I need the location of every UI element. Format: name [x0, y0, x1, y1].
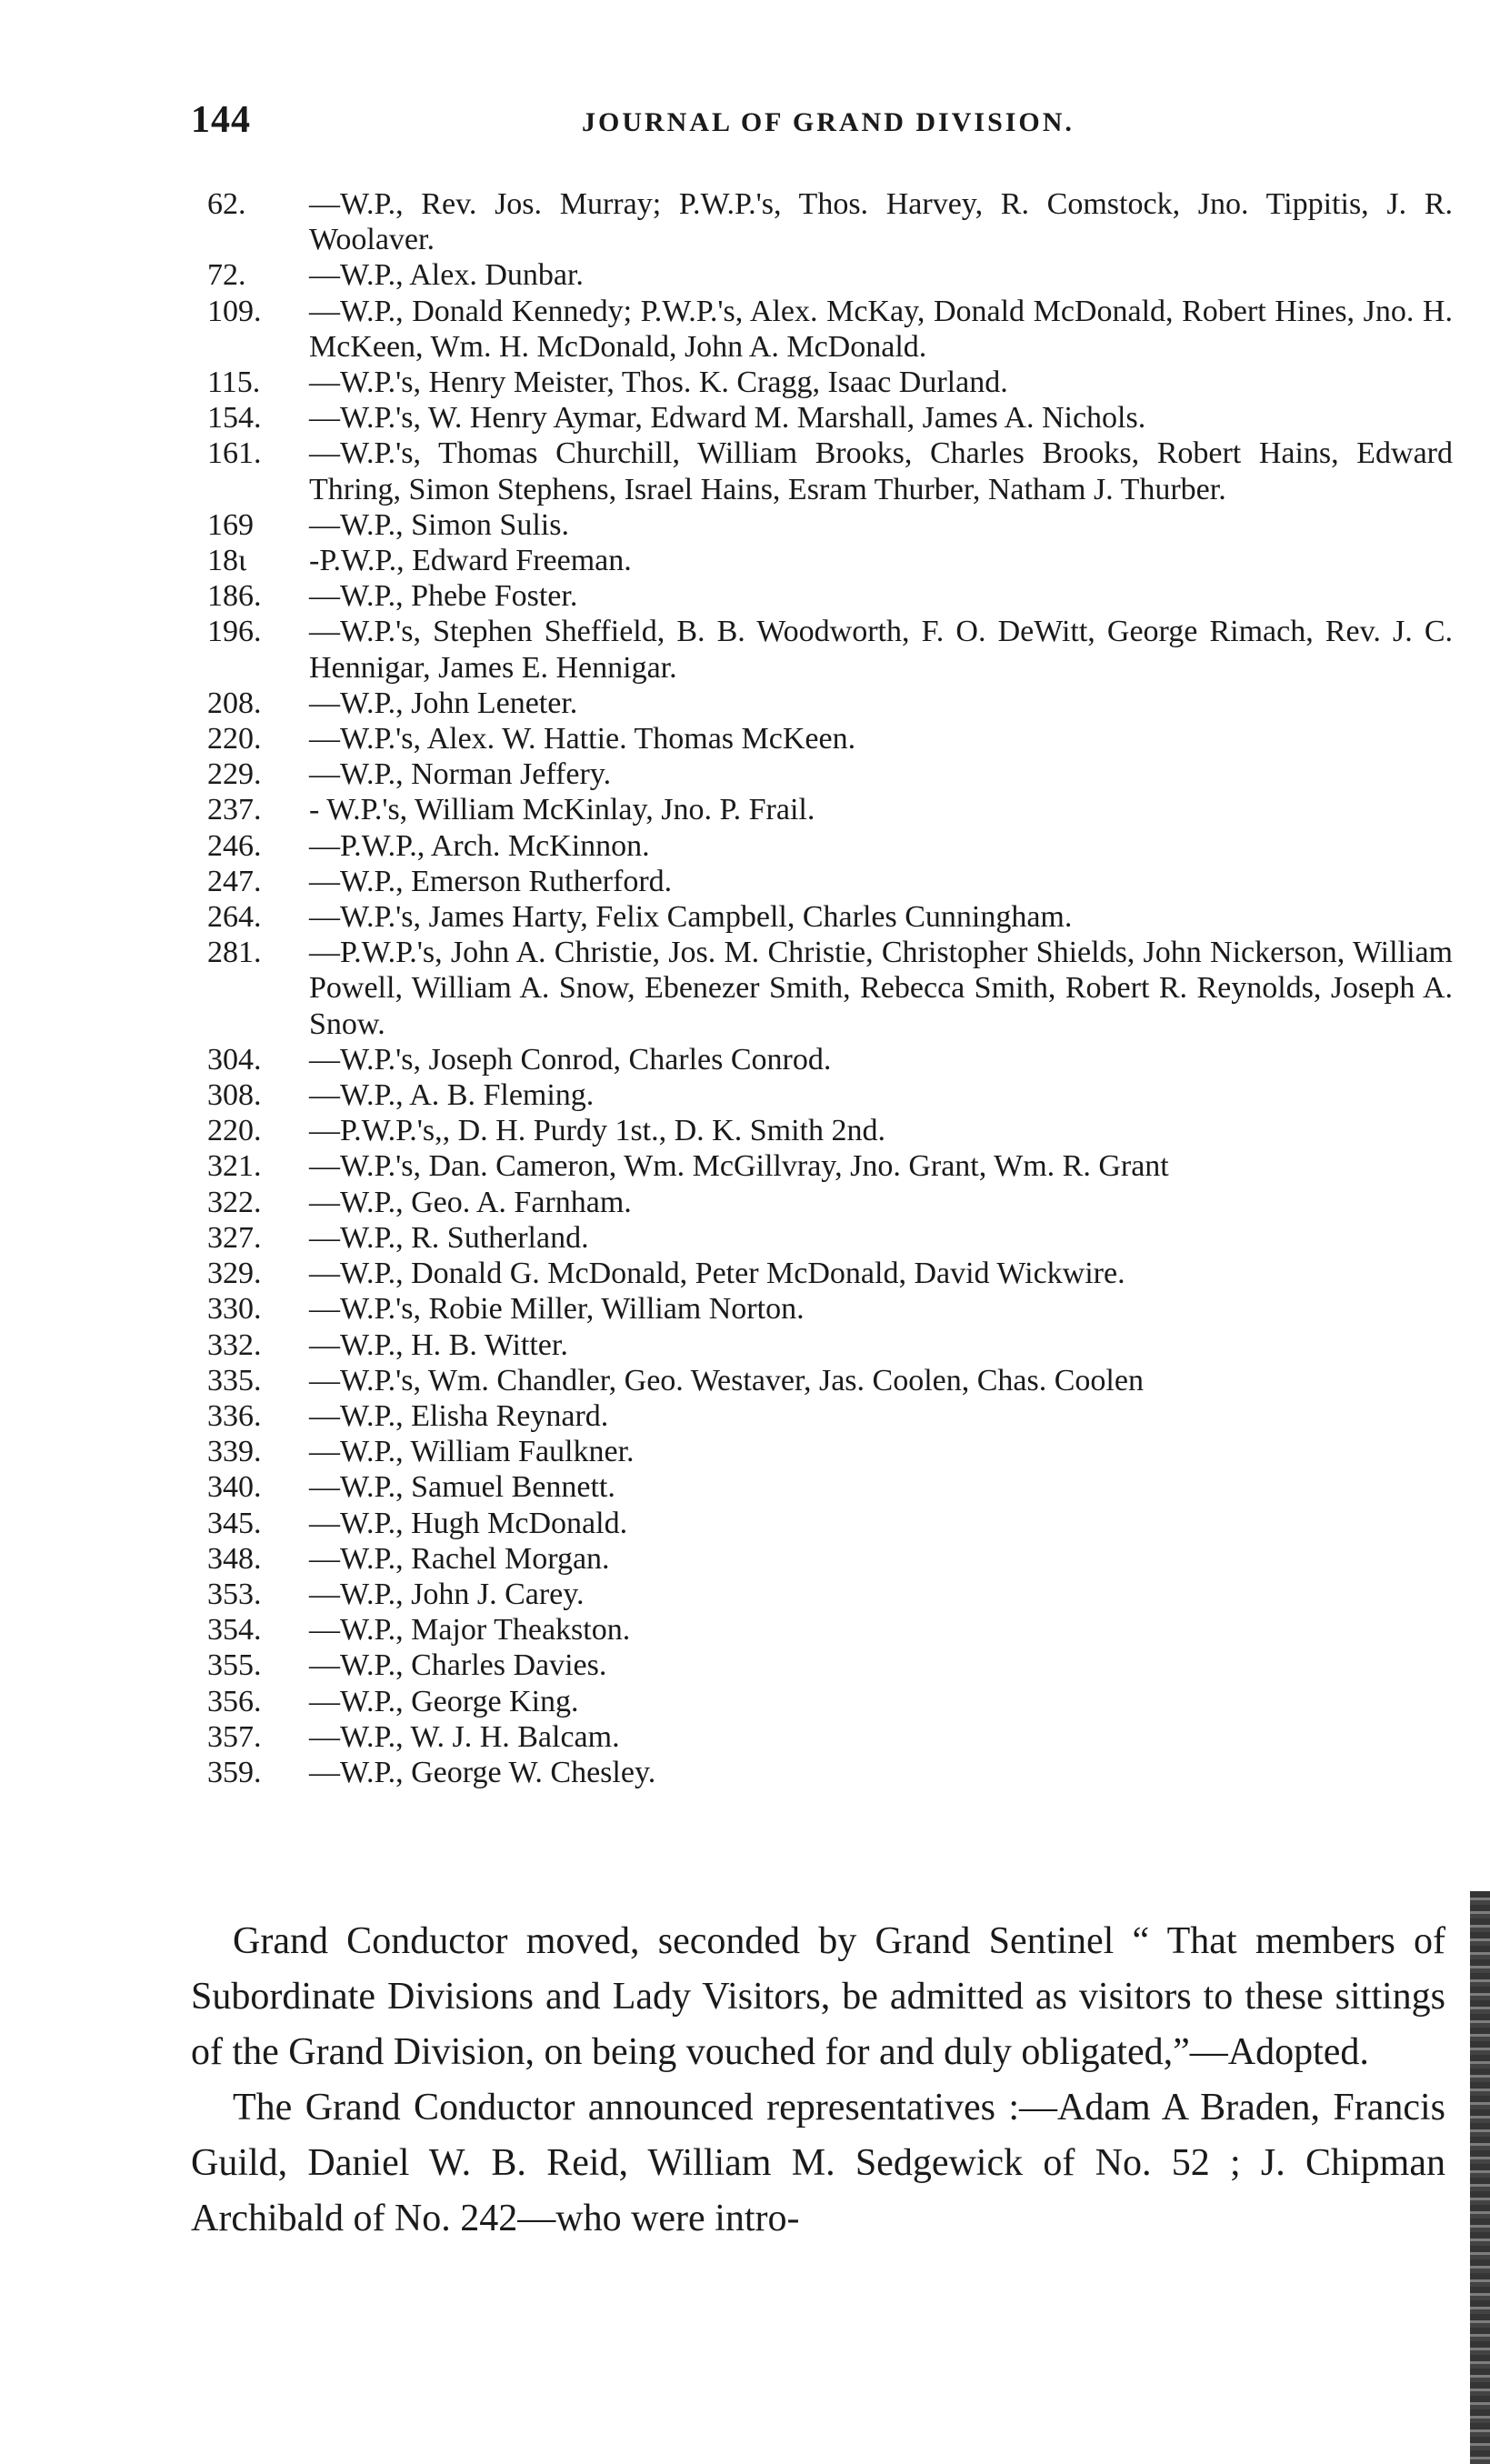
entry-division-number: 340.	[207, 1470, 262, 1505]
entry-officers-text: —W.P.'s, James Harty, Felix Campbell, Charles Cunningham.	[309, 900, 1073, 935]
division-entry	[207, 1506, 1453, 1541]
division-entry	[207, 792, 1453, 827]
entry-officers-text: —W.P., Major Theakston.	[309, 1613, 631, 1648]
division-entry	[207, 1577, 1453, 1612]
entry-division-number: 327.	[207, 1220, 262, 1255]
entry-officers-text: —P.W.P., Arch. McKinnon.	[309, 828, 650, 863]
entry-division-number: 186.	[207, 579, 262, 614]
entry-officers-text: —W.P., Donald Kennedy; P.W.P.'s, Alex. McKay, Donald McDonald, Robert Hines, Jno. H. McKeen, Wm. H. McDonald, John A. McDonald.	[309, 294, 1453, 364]
entry-officers-text: —W.P., Alex. Dunbar.	[309, 258, 584, 293]
entry-officers-text: —W.P., Phebe Foster.	[309, 579, 578, 614]
entry-division-number: 330.	[207, 1292, 262, 1327]
division-entry	[207, 1684, 1453, 1719]
entry-division-number: 246.	[207, 828, 262, 863]
entry-division-number: 169	[207, 507, 254, 542]
entry-officers-text: —W.P., Rachel Morgan.	[309, 1541, 610, 1576]
entry-officers-text: —W.P., Donald G. McDonald, Peter McDonald, David Wickwire.	[309, 1257, 1125, 1291]
entry-division-number: 237.	[207, 793, 262, 827]
division-entry	[207, 721, 1453, 756]
entry-division-number: 322.	[207, 1185, 262, 1219]
entry-division-number: 345.	[207, 1506, 262, 1540]
division-entry	[207, 1148, 1453, 1184]
division-entry	[207, 1541, 1453, 1577]
division-entry	[207, 365, 1453, 400]
entry-division-number: 281.	[207, 936, 262, 970]
entry-division-number: 247.	[207, 864, 262, 898]
entry-officers-text: —W.P., Elisha Reynard.	[309, 1398, 609, 1433]
entry-officers-text: —W.P., George W. Chesley.	[309, 1755, 656, 1789]
entry-division-number: 196.	[207, 615, 262, 649]
division-entry	[207, 257, 1453, 293]
division-entry	[207, 1363, 1453, 1398]
entry-division-number: 357.	[207, 1719, 262, 1754]
entry-division-number: 161.	[207, 436, 262, 471]
entry-division-number: 355.	[207, 1648, 262, 1683]
entry-officers-text: —W.P., George King.	[309, 1684, 579, 1718]
division-entry	[207, 1398, 1453, 1434]
entry-division-number: 336.	[207, 1398, 262, 1433]
entry-division-number: 356.	[207, 1684, 262, 1718]
division-entry	[207, 1042, 1453, 1077]
entry-officers-text: —W.P., Hugh McDonald.	[309, 1506, 628, 1540]
division-entry	[207, 899, 1453, 935]
entry-division-number: 359.	[207, 1755, 262, 1789]
division-entry	[207, 828, 1453, 864]
entry-division-number: 304.	[207, 1042, 262, 1077]
entry-officers-text: —W.P.'s, Dan. Cameron, Wm. McGillvray, Jno. Grant, Wm. R. Grant	[309, 1149, 1169, 1184]
page-number: 144	[191, 99, 251, 141]
entry-division-number: 109.	[207, 294, 262, 328]
entry-officers-text: —W.P.'s, W. Henry Aymar, Edward M. Marshall, James A. Nichols.	[309, 401, 1146, 436]
entry-division-number: 348.	[207, 1541, 262, 1576]
entry-officers-text: —W.P., Geo. A. Farnham.	[309, 1185, 632, 1219]
entry-officers-text: - W.P.'s, William McKinlay, Jno. P. Frail.	[309, 793, 815, 827]
division-entry	[207, 686, 1453, 721]
entry-division-number: 353.	[207, 1577, 262, 1611]
entry-division-number: 308.	[207, 1078, 262, 1113]
entry-division-number: 220.	[207, 722, 262, 756]
page-header	[191, 98, 1445, 153]
division-entry	[207, 1113, 1453, 1148]
entry-officers-text: —W.P., Emerson Rutherford.	[309, 864, 673, 898]
entry-officers-text: —P.W.P.'s, John A. Christie, Jos. M. Christie, Christopher Shields, John Nickerson, William Powell, William A. Snow, Ebenezer Smith, Rebecca Smith, Robert R. Reynolds, Joseph A. Snow.	[309, 936, 1453, 1041]
entry-division-number: 321.	[207, 1149, 262, 1184]
division-entry	[207, 436, 1453, 506]
running-title: JOURNAL OF GRAND DIVISION.	[582, 107, 1075, 137]
entry-division-number: 18ι	[207, 544, 247, 578]
entry-officers-text: —W.P.'s, Stephen Sheffield, B. B. Woodworth, F. O. DeWitt, George Rimach, Rev. J. C. Hennigar, James E. Hennigar.	[309, 615, 1453, 685]
entry-officers-text: —W.P., Samuel Bennett.	[309, 1470, 615, 1505]
entry-division-number: 208.	[207, 686, 262, 720]
entry-officers-text: —W.P., W. J. H. Balcam.	[309, 1719, 620, 1754]
entry-officers-text: —W.P., Simon Sulis.	[309, 507, 569, 542]
division-entry	[207, 507, 1453, 543]
division-entry	[207, 294, 1453, 365]
entry-officers-text: —W.P.'s, Henry Meister, Thos. K. Cragg, Isaac Durland.	[309, 366, 1008, 400]
division-entry	[207, 1755, 1453, 1790]
entry-officers-text: —W.P., William Faulkner.	[309, 1435, 635, 1469]
entry-division-number: 229.	[207, 757, 262, 792]
scanned-page-edge	[1470, 1891, 1490, 2464]
division-entry	[207, 578, 1453, 614]
entry-division-number: 264.	[207, 900, 262, 935]
entry-officers-text: —W.P., John J. Carey.	[309, 1577, 585, 1611]
division-entry	[207, 614, 1453, 685]
representatives-paragraph: The Grand Conductor announced representatives :—Adam A Braden, Francis Guild, Daniel W. B. Reid, William M. Sedgewick of No. 52 ; J. Chipman Archibald of No. 242—who were intro-	[191, 2087, 1445, 2239]
division-entry	[207, 935, 1453, 1042]
entry-officers-text: —W.P., H. B. Witter.	[309, 1327, 568, 1362]
division-entry	[207, 543, 1453, 578]
entry-officers-text: —W.P.'s, Robie Miller, William Norton.	[309, 1292, 805, 1327]
entry-division-number: 62.	[207, 187, 246, 221]
division-entry	[207, 1291, 1453, 1327]
division-entry	[207, 1434, 1453, 1469]
entry-officers-text: —W.P., A. B. Fleming.	[309, 1078, 595, 1113]
entry-officers-text: —W.P.'s, Thomas Churchill, William Brooks, Charles Brooks, Robert Hains, Edward Thring, Simon Stephens, Israel Hains, Esram Thurber, Natham J. Thurber.	[309, 436, 1453, 506]
entry-division-number: 154.	[207, 401, 262, 436]
division-entry	[207, 756, 1453, 792]
entry-officers-text: —P.W.P.'s,, D. H. Purdy 1st., D. K. Smith 2nd.	[309, 1114, 885, 1148]
entry-officers-text: —W.P., Rev. Jos. Murray; P.W.P.'s, Thos. Harvey, R. Comstock, Jno. Tippitis, J. R. Woolaver.	[309, 187, 1453, 257]
entry-officers-text: —W.P.'s, Alex. W. Hattie. Thomas McKeen.	[309, 722, 856, 756]
division-entry	[207, 1469, 1453, 1505]
entry-division-number: 329.	[207, 1257, 262, 1291]
body-paragraphs	[191, 1914, 1445, 2247]
division-entry	[207, 1719, 1453, 1755]
division-entry	[207, 1220, 1453, 1256]
entry-officers-text: —W.P., John Leneter.	[309, 686, 578, 720]
entry-officers-text: —W.P., R. Sutherland.	[309, 1220, 589, 1255]
entry-division-number: 72.	[207, 258, 246, 293]
division-entry	[207, 1185, 1453, 1220]
entry-division-number: 115.	[207, 366, 261, 400]
division-entries-list	[207, 186, 1453, 1790]
entry-officers-text: —W.P.'s, Joseph Conrod, Charles Conrod.	[309, 1042, 832, 1077]
entry-division-number: 220.	[207, 1114, 262, 1148]
division-entry	[207, 1648, 1453, 1683]
conductor-motion-paragraph: Grand Conductor moved, seconded by Grand Sentinel “ That members of Subordinate Divisions and Lady Visitors, be admitted as visitors to these sittings of the Grand Division, on being vouched for and duly obligated,”—Adopted.	[191, 1920, 1445, 2073]
entry-division-number: 339.	[207, 1435, 262, 1469]
entry-division-number: 335.	[207, 1363, 262, 1397]
entry-officers-text: —W.P.'s, Wm. Chandler, Geo. Westaver, Jas. Coolen, Chas. Coolen	[309, 1363, 1144, 1397]
division-entry	[207, 400, 1453, 436]
division-entry	[207, 864, 1453, 899]
division-entry	[207, 1256, 1453, 1291]
entry-officers-text: —W.P., Norman Jeffery.	[309, 757, 612, 792]
division-entry	[207, 1327, 1453, 1363]
division-entry	[207, 186, 1453, 257]
entry-division-number: 354.	[207, 1613, 262, 1648]
division-entry	[207, 1612, 1453, 1648]
entry-division-number: 332.	[207, 1327, 262, 1362]
entry-officers-text: —W.P., Charles Davies.	[309, 1648, 607, 1683]
division-entry	[207, 1077, 1453, 1113]
entry-officers-text: -P.W.P., Edward Freeman.	[309, 544, 632, 578]
